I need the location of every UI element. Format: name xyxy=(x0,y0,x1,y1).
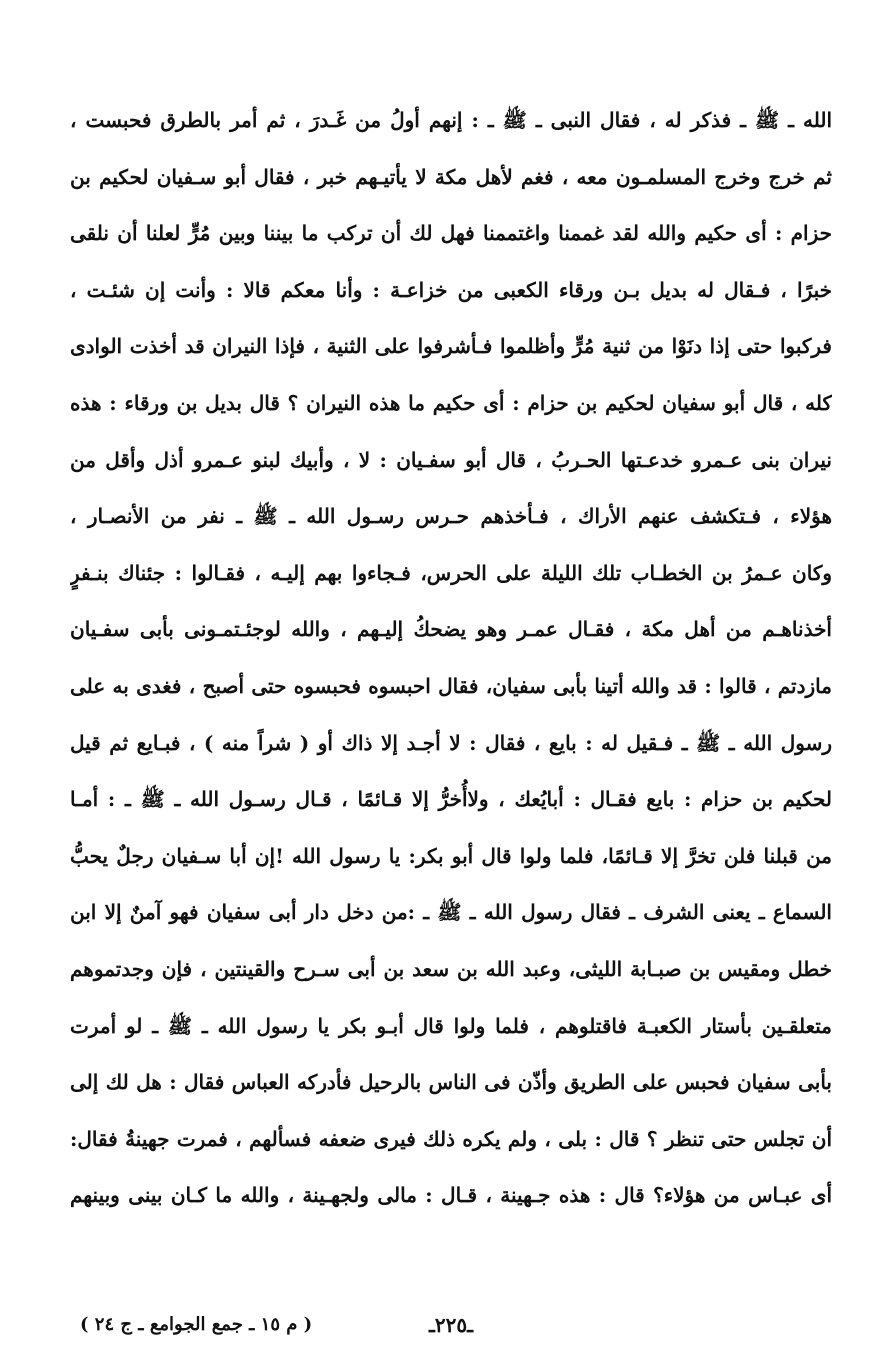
text-line: خبرًا ، فـقال له بديل بـن ورقاء الكعبى من خزاعـة : وأنا معكم قالا : وأنت إن شئـت ، xyxy=(70,277,832,302)
text-line: نيران بنى عـمرو خدعـتها الحـربُ ، قال أبو سفـيان : لا ، وأبيك لبنو عـمرو أذل وأقل من xyxy=(70,447,832,472)
text-line: خطل ومقيس بن صبـابة الليثى، وعبد الله بن سعد بن أبى سـرح والقينتين ، فإن وجدتموهم xyxy=(70,956,832,981)
text-line: أخذناهـم من أهل مكة ، فقـال عمـر وهو يضحكُ إليـهم ، والله لوجئـتمـونى بأبى سفـيان xyxy=(70,617,832,642)
text-line: السماع ـ يعنى الشرف ـ فقال رسول الله ـ ﷺ ـ :من دخل دار أبى سفيان فهو آمنٌ إلا ابن xyxy=(70,900,832,925)
text-line: وكان عـمرُ بن الخطـاب تلك الليلة على الحرس، فـجاءوا بهم إليـه ، فقـالوا : جئناك بنـفرٍ xyxy=(70,560,832,585)
text-line: ثم خرج وخرج المسلمـون معه ، فغم لأهل مكة لا يأتيـهم خبر ، فقال أبو سـفيان لحكيم بن xyxy=(70,164,832,189)
body-text xyxy=(70,92,832,1224)
text-line: هؤلاء ، فـتكشف عنهم الأراك ، فـأخذهم حـرس رسـول الله ـ ﷺ ـ نفر من الأنصـار ، xyxy=(70,504,832,529)
text-line: أن تجلس حتى تنظر ؟ قال : بلى ، ولم يكره ذلك فيرى ضعفه فسألهم ، فمرت جهينةُ فقال: xyxy=(70,1126,832,1151)
text-line: من قبلنا فلن تخرَّ إلا قـائمًا، فلما ولوا قال أبو بكر: يا رسول الله !إن أبا سـفيان رجلٌ يحبُّ xyxy=(70,843,832,868)
text-line: الله ـ ﷺ ـ فذكر له ، فقال النبى ـ ﷺ ـ : إنهم أولُ من غَـدرَ ، ثم أمر بالطرق فحبست ، xyxy=(70,108,832,132)
text-line: متعلقـين بأستار الكعبـة فاقتلوهم ، فلما ولوا قال أبـو بكر يا رسول الله ـ ﷺ ـ لو أمرت xyxy=(70,1013,832,1038)
text-line: فركبوا حتى إذا دنَوْا من ثنية مُرٍّ وأظلموا فـأشرفوا على الثنية ، فإذا النيران قد أخذت الوادى xyxy=(70,334,832,359)
text-line: رسول الله ـ ﷺ ـ فـقيل له : بايع ، فقال : لا أجـد إلا ذاك أو ( شراً منه ) ، فبـايع ثم قيل xyxy=(70,730,832,755)
page-number: ـ٢٢٥ـ xyxy=(429,1313,473,1337)
page-footer xyxy=(70,1305,832,1345)
volume-reference: ( م ١٥ ـ جمع الجوامع ـ ج ٢٤ ) xyxy=(80,1314,313,1335)
text-line: بأبى سفيان فحبس على الطريق وأذّن فى الناس بالرحيل فأدركه العباس فقال : هل لك إلى xyxy=(70,1070,832,1095)
text-line: حزام : أى حكيم والله لقد غممنا واغتممنا فهل لك أن تركب ما بيننا وبين مُرٍّ لعلنا أن نلقى xyxy=(70,221,832,246)
text-line: أى عبـاس من هؤلاء؟ قال : هذه جـهينة ، قـال : مالى ولجهـينة ، والله ما كـان بينى وبينهم xyxy=(70,1183,832,1208)
text-line: كله ، قال أبو سفيان لحكيم بن حزام : أى حكيم ما هذه النيران ؟ قال بديل بن ورقاء : هذه xyxy=(70,390,832,415)
text-line: مازدتم ، قالوا : قد والله أتينا بأبى سفيان، فقال احبسوه فحبسوه حتى أصبح ، فغدى به على xyxy=(70,673,832,698)
text-line: لحكيم بن حزام : بايع فقـال : أبايُعك ، ولاأُخرُّ إلا قـائمًا ، قـال رسـول الله ـ ﷺ ـ : أمـا xyxy=(70,787,832,812)
